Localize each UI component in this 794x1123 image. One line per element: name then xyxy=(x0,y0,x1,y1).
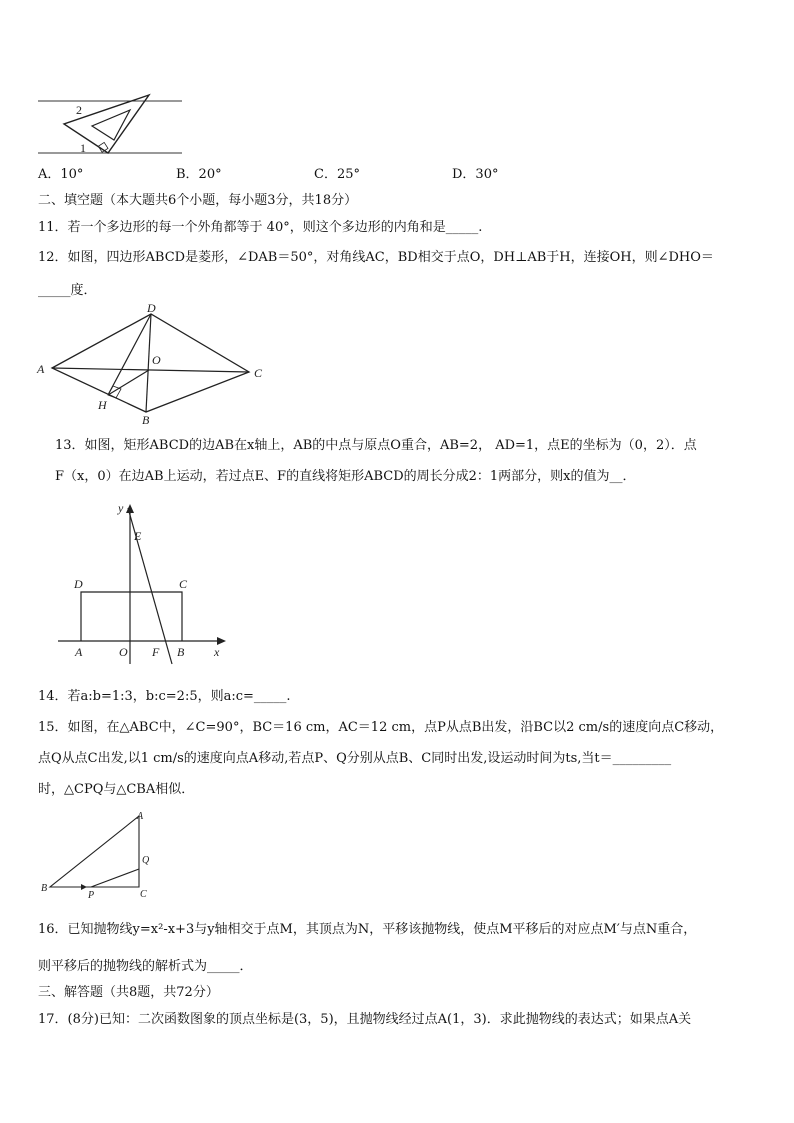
section2-heading: 二、填空题（本大题共6个小题，每小题3分，共18分） xyxy=(38,193,358,208)
label-b: B xyxy=(41,883,48,894)
q15-triangle-figure xyxy=(38,810,158,898)
segment-pq xyxy=(91,869,139,887)
set-square-inner xyxy=(92,110,130,140)
label-d: D xyxy=(147,301,156,315)
label-c: C xyxy=(254,366,263,380)
rectangle-abcd xyxy=(81,592,182,641)
label-b: B xyxy=(177,645,185,659)
label-d: D xyxy=(74,577,83,591)
q13-line1: 13．如图，矩形ABCD的边AB在x轴上，AB的中点与原点O重合，AB=2， AD=1，点E的坐标为（0，2）．点 xyxy=(55,438,697,453)
x-axis-arrow xyxy=(217,637,226,645)
label-p: P xyxy=(88,890,95,898)
label-q: Q xyxy=(142,855,150,866)
section3-heading: 三、解答题（共8题，共72分） xyxy=(38,985,219,1000)
q15-line1: 15．如图，在△ABC中，∠C=90°，BC＝16 cm，AC＝12 cm，点P从点B出发，沿BC以2 cm/s的速度向点C移动， xyxy=(38,720,724,735)
q10-option-b: B．20° xyxy=(176,167,222,182)
label-h: H xyxy=(98,398,107,412)
label-a: A xyxy=(137,811,144,822)
label-b: B xyxy=(142,413,150,427)
angle-label-2: 2 xyxy=(76,103,82,117)
y-axis-arrow xyxy=(126,504,134,513)
q13-line2: F（x，0）在边AB上运动，若过点E、F的直线将矩形ABCD的周长分成2：1两部分，则x的值为__． xyxy=(55,469,636,484)
q16-line1: 16．已知抛物线y=x²-x+3与y轴相交于点M，其顶点为N，平移该抛物线，使点M平移后的对应点M′与点N重合， xyxy=(38,922,697,937)
triangle-abc xyxy=(50,816,139,887)
q12-line1: 12．如图，四边形ABCD是菱形，∠DAB＝50°，对角线AC，BD相交于点O，DH⊥AB于H，连接OH，则∠DHO＝ xyxy=(38,250,714,265)
diagonal-ac xyxy=(52,368,249,372)
label-y: y xyxy=(118,501,124,515)
q15-line3: 时，△CPQ与△CBA相似． xyxy=(38,782,195,797)
diagonal-bd xyxy=(146,314,151,412)
q12-rhombus-figure xyxy=(34,300,274,430)
label-a: A xyxy=(75,645,83,659)
q10-option-c: C．25° xyxy=(314,167,360,182)
label-e: E xyxy=(134,529,142,543)
label-f: F xyxy=(152,645,160,659)
q13-axes-figure xyxy=(54,496,234,668)
q12-line2: _____度． xyxy=(38,283,97,298)
q15-line2: 点Q从点C出发,以1 cm/s的速度向点A移动,若点P、Q分别从点B、C同时出发,设运动时间为ts,当t＝_________ xyxy=(38,751,672,766)
q10-option-a: A．10° xyxy=(38,167,84,182)
arrow-b-to-p xyxy=(81,884,87,890)
q11-text: 11．若一个多边形的每一个外角都等于 40°，则这个多边形的内角和是_____. xyxy=(38,220,483,235)
q14-text: 14．若a:b=1:3，b:c=2:5，则a:c=_____. xyxy=(38,689,291,704)
q16-line2: 则平移后的抛物线的解析式为_____． xyxy=(38,959,253,974)
q10-figure xyxy=(36,92,186,157)
label-o: O xyxy=(119,645,128,659)
q10-option-d: D．30° xyxy=(452,167,499,182)
label-x: x xyxy=(214,645,220,659)
label-a: A xyxy=(37,362,45,376)
label-c: C xyxy=(140,889,147,898)
label-o: O xyxy=(152,353,161,367)
label-c: C xyxy=(179,577,188,591)
q17-text: 17．(8分)已知：二次函数图象的顶点坐标是(3，5)，且抛物线经过点A(1，3)．求此抛物线的表达式；如果点A关 xyxy=(38,1012,692,1027)
angle-label-1: 1 xyxy=(80,141,86,155)
